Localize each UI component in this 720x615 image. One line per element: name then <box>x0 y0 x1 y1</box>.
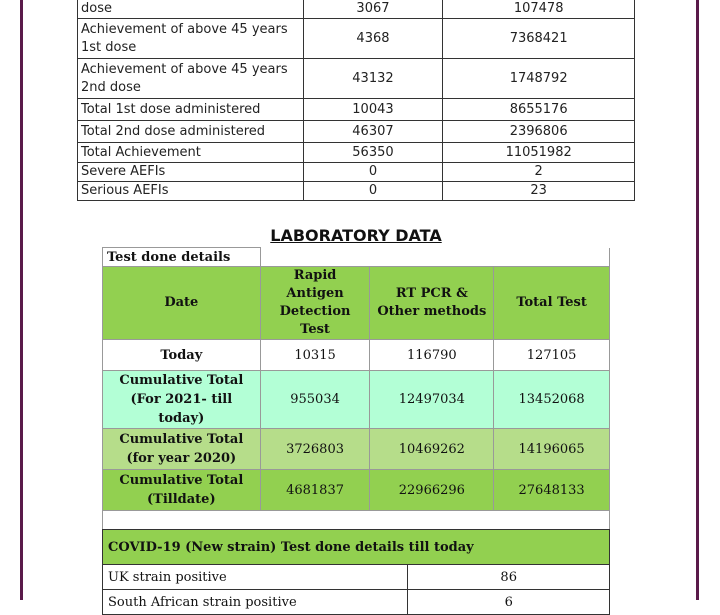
row-label: Cumulative Total (for year 2020) <box>103 429 261 470</box>
table-row <box>103 371 610 429</box>
new-strain-title: COVID-19 (New strain) Test done details till today <box>103 530 610 565</box>
column-header-total: Total Test <box>494 267 610 340</box>
table-row <box>103 565 610 590</box>
country-value: 2396806 <box>443 121 635 143</box>
laboratory-data-title: LABORATORY DATA <box>270 226 442 245</box>
country-value: 1748792 <box>443 59 635 99</box>
total-value: 13452068 <box>494 371 610 429</box>
vaccination-table <box>77 0 635 201</box>
table-row <box>78 59 635 99</box>
state-value: 43132 <box>303 59 443 99</box>
table-row <box>78 121 635 143</box>
rtpcr-value: 12497034 <box>370 371 494 429</box>
row-label: South African strain positive <box>103 590 408 615</box>
rapid-value: 4681837 <box>260 470 370 511</box>
table-row <box>78 143 635 163</box>
rtpcr-value: 22966296 <box>370 470 494 511</box>
row-label: dose <box>78 0 304 19</box>
table-row <box>78 182 635 201</box>
test-done-caption: Test done details <box>103 248 261 267</box>
row-label: Serious AEFIs <box>78 182 304 201</box>
row-label: Cumulative Total (Tilldate) <box>103 470 261 511</box>
row-label: Total Achievement <box>78 143 304 163</box>
row-label: Severe AEFIs <box>78 163 304 182</box>
row-label: Cumulative Total (For 2021- till today) <box>103 371 261 429</box>
total-value: 14196065 <box>494 429 610 470</box>
row-label: Today <box>103 340 261 371</box>
country-value: 23 <box>443 182 635 201</box>
column-header-rapid: Rapid Antigen Detection Test <box>260 267 370 340</box>
state-value: 0 <box>303 163 443 182</box>
rapid-value: 955034 <box>260 371 370 429</box>
strain-value: 6 <box>408 590 610 615</box>
state-value: 56350 <box>303 143 443 163</box>
table-row <box>78 19 635 59</box>
state-value: 10043 <box>303 99 443 121</box>
page-border-left <box>20 0 23 600</box>
country-value: 8655176 <box>443 99 635 121</box>
rtpcr-value: 10469262 <box>370 429 494 470</box>
state-value: 46307 <box>303 121 443 143</box>
column-header-rtpcr: RT PCR & Other methods <box>370 267 494 340</box>
page-border-right <box>696 0 699 600</box>
state-value: 4368 <box>303 19 443 59</box>
table-row <box>103 590 610 615</box>
country-value: 2 <box>443 163 635 182</box>
rapid-value: 3726803 <box>260 429 370 470</box>
table-row <box>78 0 635 19</box>
country-value: 107478 <box>443 0 635 19</box>
total-value: 27648133 <box>494 470 610 511</box>
column-header-date: Date <box>103 267 261 340</box>
rtpcr-value: 116790 <box>370 340 494 371</box>
table-row <box>103 470 610 511</box>
row-label: Achievement of above 45 years 2nd dose <box>78 59 304 99</box>
new-strain-table <box>102 529 610 615</box>
strain-value: 86 <box>408 565 610 590</box>
state-value: 3067 <box>303 0 443 19</box>
row-label: UK strain positive <box>103 565 408 590</box>
laboratory-table <box>102 247 610 532</box>
table-header-row <box>103 267 610 340</box>
table-header-row <box>103 530 610 565</box>
country-value: 7368421 <box>443 19 635 59</box>
row-label: Total 2nd dose administered <box>78 121 304 143</box>
country-value: 11051982 <box>443 143 635 163</box>
row-label: Achievement of above 45 years 1st dose <box>78 19 304 59</box>
table-row <box>103 429 610 470</box>
state-value: 0 <box>303 182 443 201</box>
rapid-value: 10315 <box>260 340 370 371</box>
table-caption-row <box>103 248 610 267</box>
total-value: 127105 <box>494 340 610 371</box>
table-row <box>78 163 635 182</box>
table-row <box>78 99 635 121</box>
row-label: Total 1st dose administered <box>78 99 304 121</box>
table-row <box>103 340 610 371</box>
